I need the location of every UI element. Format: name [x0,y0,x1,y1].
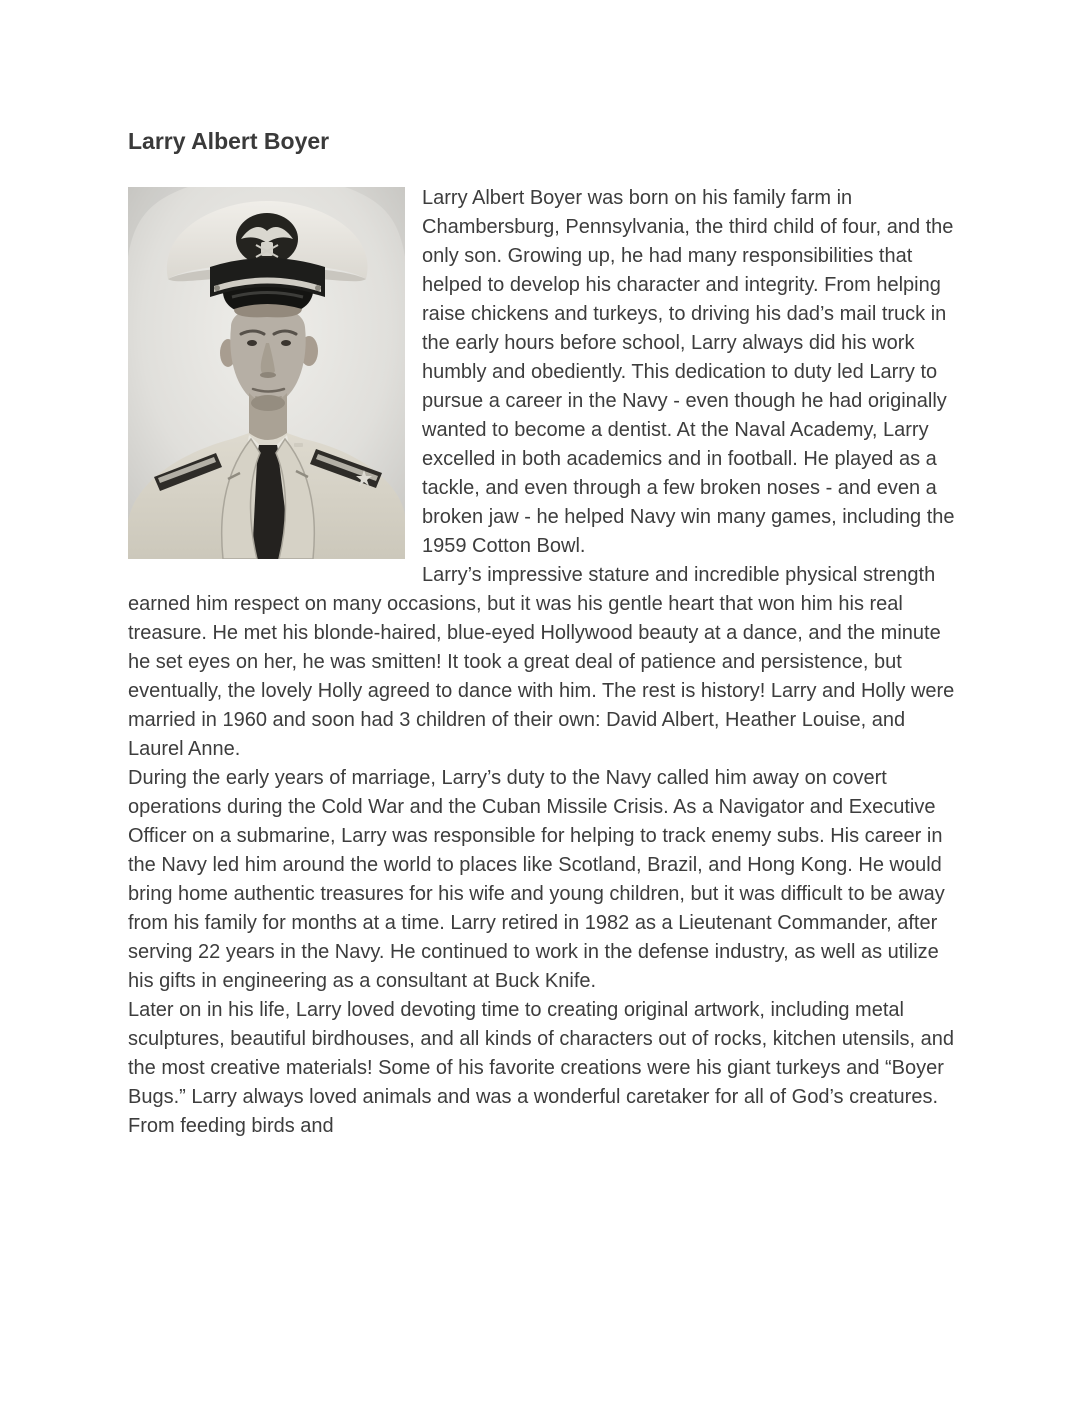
paragraph-3: During the early years of marriage, Larry’s duty to the Navy called him away on covert operations during the Cold War and the Cuban Missile Crisis. As a Navigator and Executive Officer on a submarine, Larry was responsible for helping to track enemy subs. His career in the Navy led him around the world to places like Scotland, Brazil, and Hong Kong. He would bring home authentic treasures for his wife and young children, but it was difficult to be away from his family for months at a time. Larry retired in 1982 as a Lieutenant Commander, after serving 22 years in the Navy. He continued to work in the defense industry, as well as utilize his gifts in engineering as a consultant at Buck Knife. [128,767,945,992]
paragraph-4: Later on in his life, Larry loved devoting time to creating original artwork, including metal sculptures, beautiful birdhouses, and all kinds of characters out of rocks, kitchen utensils, and the most creative materials! Some of his favorite creations were his giant turkeys and “Boyer Bugs.” Larry always loved animals and was a wonderful caretaker for all of God’s creatures. From feeding birds and [128,999,955,1137]
collar-insignia [294,443,303,447]
page-title: Larry Albert Boyer [128,128,330,154]
portrait-photo [128,187,405,559]
portrait-photo-illustration [128,187,405,559]
paragraph-1: Larry Albert Boyer was born on his family farm in Chambersburg, Pennsylvania, the third child of four, and the only son. Growing up, he had many responsibilities that helped to develop his character and integrity. From helping raise chickens and turkeys, to driving his dad’s mail truck in the early hours before school, Larry always did his work humbly and obediently. This dedication to duty led Larry to pursue a career in the Navy - even though he had originally wanted to become a dentist. At the Naval Academy, Larry excelled in both academics and in football. He played as a tackle, and even through a few broken noses - and even a broken jaw - he helped Navy win many games, including the 1959 Cotton Bowl. [422,187,955,557]
eye-right [281,340,291,346]
biography-text [128,184,960,1141]
eye-left [247,340,257,346]
paragraph-2: Larry’s impressive stature and incredible physical strength earned him respect on many occasions, but it was his gentle heart that won him his real treasure. He met his blonde-haired, blue-eyed Hollywood beauty at a dance, and the minute he set eyes on her, he was smitten! It took a great deal of patience and persistence, but eventually, the lovely Holly agreed to dance with him. The rest is history! Larry and Holly were married in 1960 and soon had 3 children of their own: David Albert, Heather Louise, and Laurel Anne. [128,564,955,760]
cap-eagle-insignia [236,213,298,265]
